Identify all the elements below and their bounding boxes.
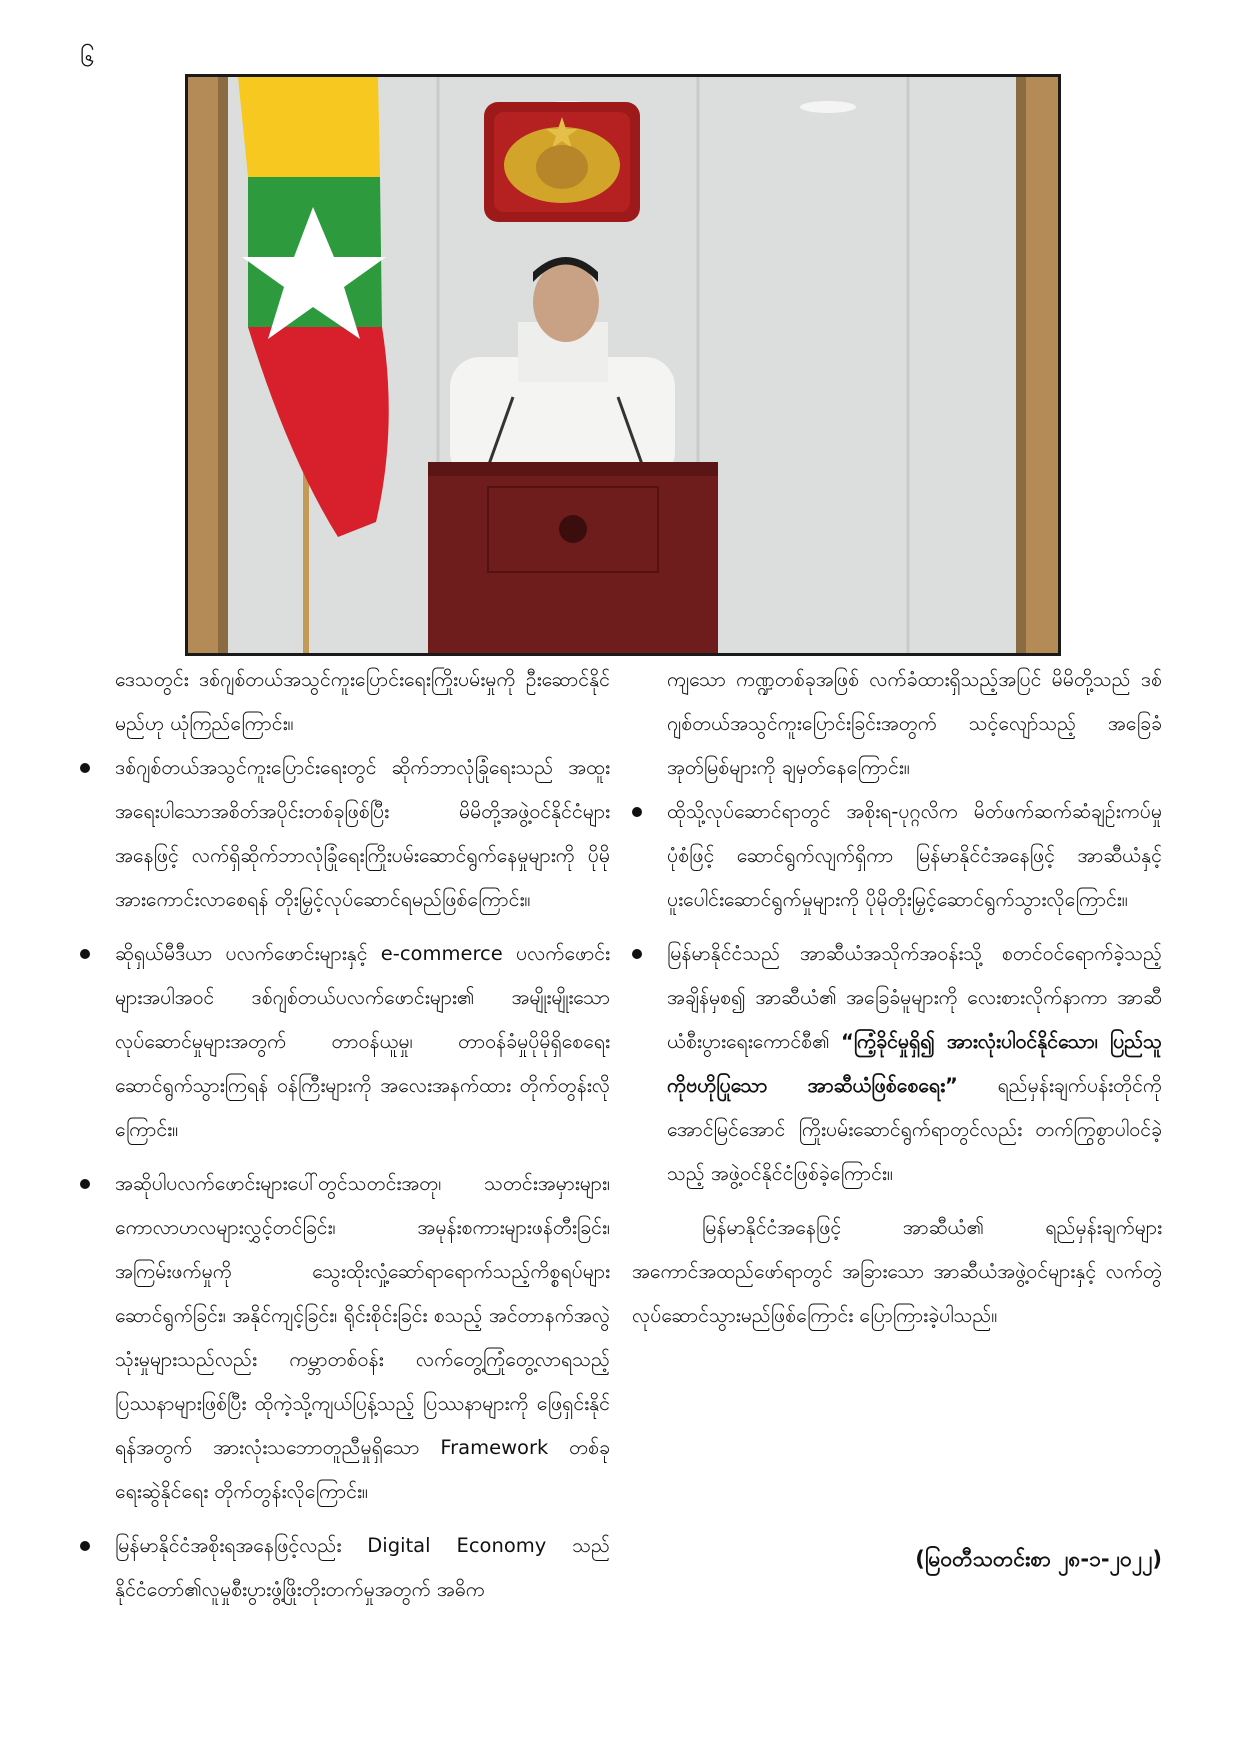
quoted-goal: “ကြံ့ခိုင်မှုရှိ၍ အားလုံးပါဝင်နိုင်သော၊ ပြည်သူကိုဗဟိုပြုသော အာဆီယံဖြစ်စေရေး” [667,1030,1163,1097]
list-item-text: ထိုသို့လုပ်ဆောင်ရာတွင် အစိုးရ-ပုဂ္ဂလိက မိတ်ဖက်ဆက်ဆံချဉ်းကပ်မှုပုံစံဖြင့် ဆောင်ရွက်လျက်ရှိကာ မြန်မာနိုင်ငံအနေဖြင့် အာဆီယံနှင့် ပူးပေါင်းဆောင်ရွက်မှုများကို ပိုမိုတိုးမြှင့်ဆောင်ရွက်သွားလိုကြောင်း။ [667,800,1162,911]
left-door-frame [188,77,218,653]
podium [428,462,718,653]
list-item [80,746,610,922]
bullet-icon [80,1179,90,1189]
continued-paragraph: ကျသော ကဏ္ဍတစ်ခုအဖြစ် လက်ခံထားရှိသည့်အပြင် မိမိတို့သည် ဒစ်ဂျစ်တယ်အသွင်ကူးပြောင်းခြင်းအတွက် သင့်လျော်သည့် အခြေခံအုတ်မြစ်များကို ချမှတ်နေကြောင်း။ [667,668,1162,779]
photo-illustration [188,77,1058,653]
bullet-icon [632,949,642,959]
list-item [632,932,1162,1196]
bullet-icon [632,807,642,817]
bullet-icon [80,763,90,773]
list-item [80,932,610,1152]
news-photo [185,74,1061,656]
left-column [80,658,610,1622]
right-door-frame [1026,77,1058,653]
page-number: ၆ [80,43,95,73]
podium-emblem-icon [559,515,587,543]
bullet-icon [80,949,90,959]
source-citation: (မြဝတီသတင်းစာ ၂၈-၁-၂၀၂၂) [915,1547,1162,1571]
list-item-text: မြန်မာနိုင်ငံအစိုးရအနေဖြင့်လည်း Digital Economy သည် နိုင်ငံတော်၏လူမှုစီးပွားဖွံ့ဖြိုးတိုးတက်မှုအတွက် အဓိက [115,1534,610,1601]
state-emblem-icon [484,102,640,222]
list-item [80,1162,610,1514]
list-item-text: ဆိုရှယ်မီဒီယာ ပလက်ဖောင်းများနှင့် e-commerce ပလက်ဖောင်းများအပါအဝင် ဒစ်ဂျစ်တယ်ပလက်ဖောင်းများ၏ အမျိုးမျိုးသော လုပ်ဆောင်မှုများအတွက် တာဝန်ယူမှု၊ တာဝန်ခံမှုပိုမိုရှိစေရေး ဆောင်ရွက်သွားကြရန် ဝန်ကြီးများကို အလေးအနက်ထား တိုက်တွန်းလိုကြောင်း။ [115,942,610,1141]
list-item [632,790,1162,922]
right-column [632,658,1162,1338]
closing-paragraph: မြန်မာနိုင်ငံအနေဖြင့် အာဆီယံ၏ ရည်မှန်းချက်များအကောင်အထည်ဖော်ရာတွင် အခြားသော အာဆီယံအဖွဲ့ဝင်များနှင့် လက်တွဲလုပ်ဆောင်သွားမည်ဖြစ်ကြောင်း ပြောကြားခဲ့ပါသည်။ [632,1216,1162,1327]
list-item-text: အဆိုပါပလက်ဖောင်းများပေါ်တွင်သတင်းအတု၊ သတင်းအမှားများ၊ ကောလာဟလများလွှင့်တင်ခြင်း၊ အမုန်းစကားများဖန်တီးခြင်း၊ အကြမ်းဖက်မှုကို သွေးထိုးလှုံ့ဆော်ရာရောက်သည့်ကိစ္စရပ်များ ဆောင်ရွက်ခြင်း၊ အနိုင်ကျင့်ခြင်း၊ ရိုင်းစိုင်းခြင်း စသည့် အင်တာနက်အလွဲသုံးမှုများသည်လည်း ကမ္ဘာတစ်ဝန်း လက်တွေ့ကြုံတွေ့လာရသည့် ပြဿနာများဖြစ်ပြီး ထိုကဲ့သို့ကျယ်ပြန့်သည့် ပြဿနာများကို ဖြေရှင်းနိုင်ရန်အတွက် အားလုံးသဘောတူညီမှုရှိသော Framework တစ်ခုရေးဆွဲနိုင်ရေး တိုက်တွန်းလိုကြောင်း။ [115,1172,610,1503]
bullet-icon [80,1541,90,1551]
continued-paragraph: ဒေသတွင်း ဒစ်ဂျစ်တယ်အသွင်ကူးပြောင်းရေးကြိုးပမ်းမှုကို ဦးဆောင်နိုင်မည်ဟု ယုံကြည်ကြောင်း။ [115,668,610,735]
list-item-text-start: မြန်မာနိုင်ငံသည် အာဆီယံအသိုက်အဝန်းသို့ စတင်ဝင်ရောက်ခဲ့သည့်အချိန်မှစ၍ အာဆီယံ၏ အခြေခံမူများကို လေးစားလိုက်နာကာ အာဆီယံစီးပွားရေးကောင်စီ၏ [667,942,1162,1053]
list-item [80,1524,610,1612]
list-item-text: ဒစ်ဂျစ်တယ်အသွင်ကူးပြောင်းရေးတွင် ဆိုက်ဘာလုံခြုံရေးသည် အထူးအရေးပါသောအစိတ်အပိုင်းတစ်ခုဖြစ်ပြီး မိမိတို့အဖွဲ့ဝင်နိုင်ငံများအနေဖြင့် လက်ရှိဆိုက်ဘာလုံခြုံရေးကြိုးပမ်းဆောင်ရွက်နေမှုများကို ပိုမိုအားကောင်းလာစေရန် တိုးမြှင့်လုပ်ဆောင်ရမည်ဖြစ်ကြောင်း။ [115,756,610,911]
list-item-text-end: ရည်မှန်းချက်ပန်းတိုင်ကို အောင်မြင်အောင် ကြိုးပမ်းဆောင်ရွက်ရာတွင်လည်း တက်ကြွစွာပါဝင်ခဲ့သည့် အဖွဲ့ဝင်နိုင်ငံဖြစ်ခဲ့ကြောင်း။ [667,1074,1162,1185]
